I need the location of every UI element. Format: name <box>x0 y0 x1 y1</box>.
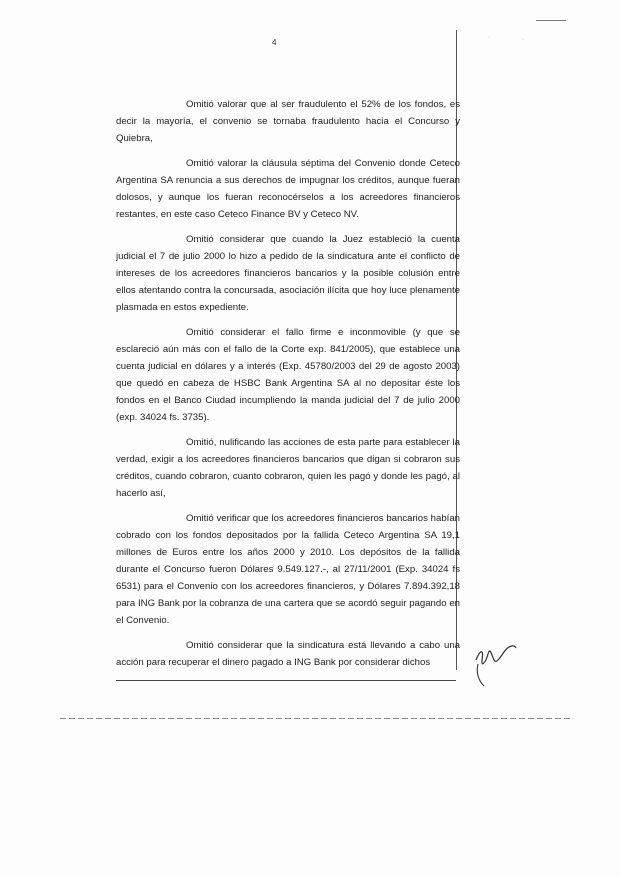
paragraph: Omitió, nulificando las acciones de esta parte para establecer la verdad, exigir a los acreedores financieros bancarios que digan si cobraron sus créditos, cuando cobraron, cuanto cobraron, quien les pagó y donde les pagó, al hacerlo así, <box>116 437 460 499</box>
handwritten-signature <box>470 630 520 695</box>
paragraph: Omitió valorar la cláusula séptima del Convenio donde Ceteco Argentina SA renuncia a sus derechos de impugnar los créditos, aunque fueran dolosos, y aunque los fueran reconocérselos a los acreedores financieros restantes, en este caso Ceteco Finance BV y Ceteco NV. <box>116 158 460 220</box>
footer-rule <box>116 680 456 681</box>
paragraph: Omitió considerar el fallo firme e inconmovible (y que se esclareció aún más con el fallo de la Corte exp. 841/2005), que establece una cuenta judicial en dólares y a interés (Exp. 45780/2003 del 29 de agosto 2003) que quedó en cabeza de HSBC Bank Argentina SA al no depositar éste los fondos en el Banco Ciudad incumpliendo la manda judicial del 7 de julio 2000 (exp. 34024 fs. 3735). <box>116 327 460 423</box>
paragraph: Omitió valorar que al ser fraudulento el 52% de los fondos, es decir la mayoría, el convenio se tornaba fraudulento hacia el Concurso y Quiebra, <box>116 99 460 144</box>
margin-mark <box>536 20 566 21</box>
scan-speck: · <box>488 34 491 41</box>
page-number: 4 <box>272 38 277 47</box>
scan-speck: · <box>522 36 525 43</box>
paragraph: Omitió verificar que los acreedores financieros bancarios habían cobrado con los fondos depositados por la fallida Ceteco Argentina SA 19,1 millones de Euros entre los años 2000 y 2010. Los depósitos de la fallida durante el Concurso fueron Dólares 9.549.127.-, al 27/11/2001 (Exp. 34024 fs 6531) para el Convenio con los acreedores financieros, y Dólares 7.894.392,18 para ING Bank por la cobranza de una cartera que se acordó seguir pagando en el Convenio. <box>116 513 460 626</box>
footer-dashed-rule <box>60 718 570 719</box>
paragraph: Omitió considerar que cuando la Juez estableció la cuenta judicial el 7 de julio 2000 lo hizo a pedido de la sindicatura ante el conflicto de intereses de los acreedores financieros bancarios y la posible colusión entre ellos atentando contra la concursada, asociación ilícita que hoy luce plenamente plasmada en estos expediente. <box>116 234 460 313</box>
paragraph: Omitió considerar que la sindicatura está llevando a cabo una acción para recuperar el dinero pagado a ING Bank por considerar dichos <box>116 640 460 668</box>
document-body <box>116 96 460 679</box>
